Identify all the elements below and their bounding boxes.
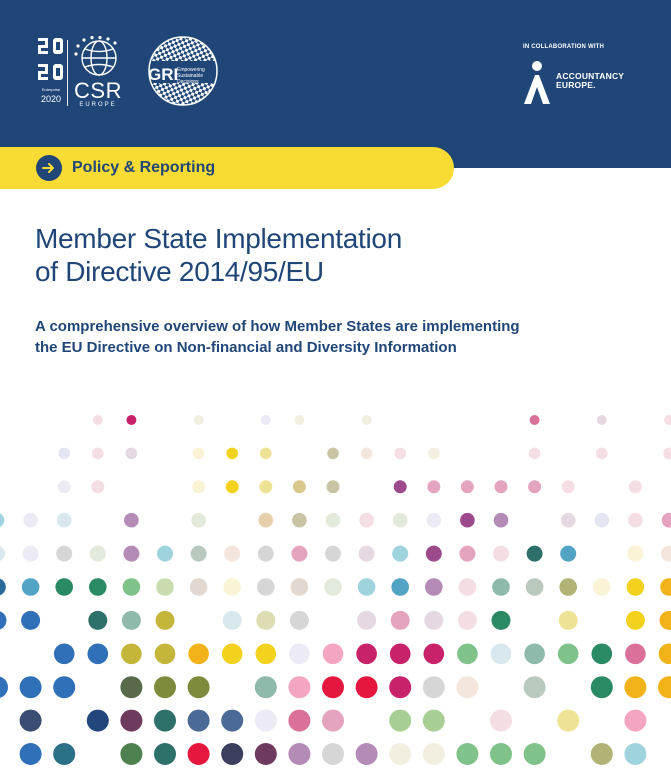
pattern-dot — [596, 448, 608, 460]
pattern-dot — [660, 578, 671, 596]
pattern-dot — [427, 513, 442, 528]
pattern-dot — [592, 644, 613, 665]
pattern-dot — [288, 743, 310, 765]
pattern-dot — [154, 743, 176, 765]
pattern-dot — [389, 676, 411, 698]
pattern-dot — [93, 415, 103, 425]
pattern-dot — [90, 546, 106, 562]
pattern-dot — [322, 676, 344, 698]
pattern-dot — [593, 578, 611, 596]
pattern-dot — [591, 743, 613, 765]
pattern-dot — [255, 743, 277, 765]
pattern-dot — [154, 710, 176, 732]
pattern-dot — [524, 743, 546, 765]
pattern-dot — [294, 415, 304, 425]
pattern-dot — [261, 415, 271, 425]
pattern-dot — [424, 611, 443, 630]
pattern-dot — [490, 743, 512, 765]
pattern-dot — [391, 611, 410, 630]
pattern-dot — [394, 480, 407, 493]
pattern-dot — [188, 644, 209, 665]
pattern-dot — [561, 513, 576, 528]
pattern-dot — [428, 448, 440, 460]
pattern-dot — [662, 513, 671, 528]
pattern-dot — [456, 676, 478, 698]
pattern-dot — [323, 644, 344, 665]
pattern-dot — [424, 644, 445, 665]
pattern-dot — [157, 546, 173, 562]
accountancy-europe-text — [556, 72, 624, 90]
pattern-dot — [457, 644, 478, 665]
pattern-dot — [559, 611, 578, 630]
pattern-dot — [124, 513, 139, 528]
pattern-dot — [58, 480, 71, 493]
pattern-dot — [322, 743, 344, 765]
pattern-dot — [359, 513, 374, 528]
pattern-dot — [256, 611, 275, 630]
pattern-dot — [255, 676, 277, 698]
ribbon-label: Policy & Reporting — [72, 159, 216, 176]
pattern-dot — [0, 611, 7, 630]
pattern-dot — [529, 448, 541, 460]
pattern-dot — [223, 578, 241, 596]
pattern-dot — [624, 676, 646, 698]
pattern-dot — [423, 676, 445, 698]
accountancy-europe-line1: ACCOUNTANCY — [556, 71, 625, 81]
pattern-dot — [288, 676, 310, 698]
pattern-dot — [459, 578, 477, 596]
pattern-dot — [628, 513, 643, 528]
pattern-dot — [190, 578, 208, 596]
subtitle-line-1: A comprehensive overview of how Member States are implementing — [35, 318, 520, 335]
pattern-dot — [0, 676, 8, 698]
pattern-dot — [524, 644, 545, 665]
pattern-dot — [192, 480, 205, 493]
pattern-dot — [56, 546, 72, 562]
pattern-dot — [221, 710, 243, 732]
decorative-dot-pattern — [0, 400, 671, 779]
pattern-dot — [624, 743, 646, 765]
pattern-dot — [258, 546, 274, 562]
pattern-dot — [194, 415, 204, 425]
pattern-dot — [0, 578, 6, 596]
document-title — [35, 222, 595, 288]
pattern-dot — [122, 611, 141, 630]
pattern-dot — [530, 415, 540, 425]
pattern-dot — [289, 644, 310, 665]
pattern-dot — [291, 578, 309, 596]
pattern-dot — [461, 480, 474, 493]
pattern-dot — [188, 743, 210, 765]
pattern-dot — [423, 710, 445, 732]
pattern-dot — [322, 710, 344, 732]
document-subtitle — [35, 316, 635, 358]
pattern-dot — [659, 644, 671, 665]
pattern-dot — [624, 710, 646, 732]
pattern-dot — [527, 546, 543, 562]
pattern-dot — [663, 448, 671, 460]
pattern-dot — [57, 513, 72, 528]
enterprise-2020-logo — [36, 36, 66, 108]
pattern-dot — [391, 578, 409, 596]
enterprise-small-text: Enterprise — [41, 87, 61, 92]
pattern-dot — [53, 743, 75, 765]
pattern-dot — [361, 448, 373, 460]
pattern-dot — [490, 710, 512, 732]
pattern-dot — [357, 611, 376, 630]
pattern-dot — [493, 546, 509, 562]
pattern-dot — [460, 513, 475, 528]
logo-divider — [67, 40, 68, 106]
pattern-dot — [55, 578, 73, 596]
pattern-dot — [627, 578, 645, 596]
pattern-dot — [291, 546, 307, 562]
pattern-dot — [356, 644, 377, 665]
pattern-dot — [257, 578, 275, 596]
pattern-dot — [156, 578, 174, 596]
pattern-dot — [188, 676, 210, 698]
pattern-dot — [324, 578, 342, 596]
csr-globe-icon — [72, 36, 124, 80]
pattern-dot — [626, 611, 645, 630]
pattern-dot — [23, 546, 39, 562]
pattern-dot — [156, 611, 175, 630]
pattern-dot — [392, 546, 408, 562]
pattern-dot — [259, 513, 274, 528]
pattern-dot — [223, 611, 242, 630]
section-ribbon — [0, 147, 454, 189]
pattern-dot — [658, 676, 671, 698]
arrow-right-icon — [36, 155, 62, 181]
pattern-dot — [557, 710, 579, 732]
pattern-dot — [591, 676, 613, 698]
pattern-dot — [629, 480, 642, 493]
pattern-dot — [191, 546, 207, 562]
title-line-2: of Directive 2014/95/EU — [35, 256, 324, 287]
pattern-dot — [0, 546, 5, 562]
pattern-dot — [126, 448, 138, 460]
pattern-dot — [121, 644, 142, 665]
accountancy-europe-line2: EUROPE. — [556, 80, 596, 90]
pattern-dot — [625, 644, 646, 665]
subtitle-line-2: the EU Directive on Non-financial and Diversity Information — [35, 339, 457, 356]
pattern-dot — [222, 644, 243, 665]
pattern-dot — [58, 448, 70, 460]
enterprise-2020-mark-icon — [36, 36, 66, 86]
pattern-dot — [426, 546, 442, 562]
gri-logo — [146, 34, 220, 108]
pattern-dot — [293, 480, 306, 493]
pattern-dot — [494, 513, 509, 528]
pattern-dot — [22, 578, 40, 596]
pattern-dot — [54, 644, 75, 665]
pattern-dot — [327, 480, 340, 493]
pattern-dot — [390, 644, 411, 665]
pattern-dot — [191, 513, 206, 528]
gri-tagline: Empowering Sustainable Decisions — [177, 67, 205, 85]
collaboration-label: IN COLLABORATION WITH — [523, 44, 605, 50]
pattern-dot — [154, 676, 176, 698]
pattern-dot — [359, 546, 375, 562]
pattern-dot — [89, 578, 107, 596]
pattern-dot — [660, 611, 671, 630]
pattern-dot — [120, 676, 142, 698]
pattern-dot — [362, 415, 372, 425]
pattern-dot — [23, 513, 38, 528]
pattern-dot — [456, 743, 478, 765]
gri-text: GRI — [148, 65, 179, 84]
csr-europe-text: EUROPE — [79, 102, 117, 108]
pattern-dot — [492, 611, 511, 630]
pattern-dot — [53, 676, 75, 698]
pattern-dot — [87, 710, 109, 732]
pattern-dot — [459, 546, 475, 562]
accountancy-europe-mark-icon — [522, 60, 552, 106]
pattern-dot — [20, 676, 42, 698]
pattern-dot — [356, 743, 378, 765]
csr-europe-logo — [72, 36, 124, 108]
pattern-dot — [559, 578, 577, 596]
pattern-dot — [560, 546, 576, 562]
pattern-dot — [661, 546, 671, 562]
pattern-dot — [123, 546, 139, 562]
pattern-dot — [358, 578, 376, 596]
pattern-dot — [458, 611, 477, 630]
pattern-dot — [356, 676, 378, 698]
pattern-dot — [664, 415, 671, 425]
pattern-dot — [21, 611, 40, 630]
pattern-dot — [224, 546, 240, 562]
pattern-dot — [226, 448, 238, 460]
pattern-dot — [20, 710, 42, 732]
pattern-dot — [327, 448, 339, 460]
pattern-dot — [188, 710, 210, 732]
pattern-dot — [92, 448, 104, 460]
pattern-dot — [88, 611, 107, 630]
pattern-dot — [88, 644, 109, 665]
pattern-dot — [292, 513, 307, 528]
csr-text: CSR — [74, 78, 122, 103]
pattern-dot — [120, 743, 142, 765]
pattern-dot — [423, 743, 445, 765]
pattern-dot — [393, 513, 408, 528]
pattern-dot — [597, 415, 607, 425]
pattern-dot — [526, 578, 544, 596]
pattern-dot — [259, 480, 272, 493]
pattern-dot — [155, 644, 176, 665]
pattern-dot — [427, 480, 440, 493]
pattern-dot — [325, 546, 341, 562]
pattern-dot — [20, 743, 42, 765]
enterprise-2020-text: 2020 — [40, 94, 62, 104]
pattern-dot — [193, 448, 205, 460]
pattern-dot — [558, 644, 579, 665]
title-line-1: Member State Implementation — [35, 223, 402, 254]
pattern-dot — [491, 644, 512, 665]
pattern-dot — [288, 710, 310, 732]
pattern-dot — [123, 578, 141, 596]
pattern-dot — [394, 448, 406, 460]
pattern-dot — [120, 710, 142, 732]
pattern-dot — [221, 743, 243, 765]
pattern-dot — [91, 480, 104, 493]
pattern-dot — [492, 578, 510, 596]
header-banner — [0, 0, 671, 168]
pattern-dot — [290, 611, 309, 630]
pattern-dot — [389, 710, 411, 732]
pattern-dot — [528, 480, 541, 493]
pattern-dot — [524, 676, 546, 698]
pattern-dot — [255, 710, 277, 732]
pattern-dot — [126, 415, 136, 425]
pattern-dot — [562, 480, 575, 493]
pattern-dot — [0, 513, 4, 528]
pattern-dot — [595, 513, 610, 528]
pattern-dot — [627, 546, 643, 562]
pattern-dot — [260, 448, 272, 460]
pattern-dot — [226, 480, 239, 493]
pattern-dot — [255, 644, 276, 665]
pattern-dot — [389, 743, 411, 765]
pattern-dot — [425, 578, 443, 596]
pattern-dot — [495, 480, 508, 493]
pattern-dot — [326, 513, 341, 528]
